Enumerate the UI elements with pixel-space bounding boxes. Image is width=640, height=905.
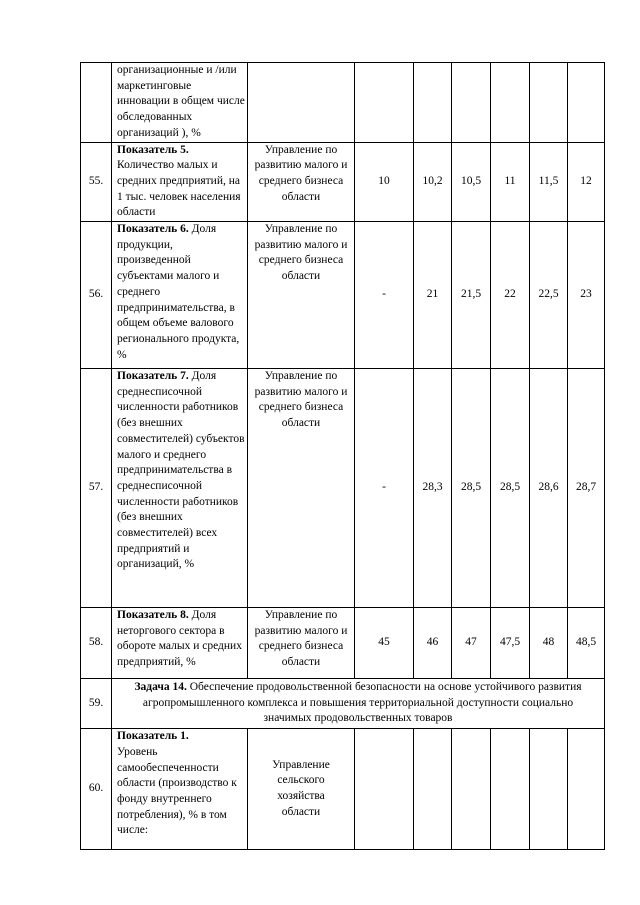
indicator-cell bbox=[112, 608, 248, 679]
value-cell: 45 bbox=[355, 608, 414, 679]
value-cell: 22,5 bbox=[530, 222, 568, 369]
table-row bbox=[81, 369, 605, 608]
row-number: 56. bbox=[81, 222, 112, 369]
value-cell: 12 bbox=[568, 142, 605, 222]
responsible-cell bbox=[248, 729, 355, 850]
indicator-desc: Уровень самообеспеченности области (производство к фонду внутреннего потребления), % в том числе: bbox=[117, 745, 237, 837]
responsible-cell: Управление по развитию малого и среднего бизнеса области bbox=[248, 608, 355, 679]
indicator-cell bbox=[112, 63, 248, 143]
row-number bbox=[81, 63, 112, 143]
value-cell bbox=[414, 63, 452, 143]
indicator-desc: организационные и /или маркетинговые инновации в общем числе обследованных организаций ), % bbox=[117, 64, 245, 139]
value-cell: 28,6 bbox=[530, 369, 568, 608]
row-number: 60. bbox=[81, 729, 112, 850]
value-cell: 28,3 bbox=[414, 369, 452, 608]
value-cell: 28,5 bbox=[491, 369, 530, 608]
responsible-text: Управление сельского хозяйства области bbox=[272, 758, 330, 818]
responsible-cell bbox=[248, 63, 355, 143]
indicator-desc: Доля среднесписочной численности работников (без внешних совместителей) субъектов малого и среднего предпринимательства в среднесписочной численности работников (без внешних совместителей) всех предприятий и организаций, % bbox=[117, 370, 245, 571]
value-cell: 10,5 bbox=[452, 142, 491, 222]
value-cell: 11,5 bbox=[530, 142, 568, 222]
indicators-table bbox=[80, 62, 605, 850]
value-cell: 47 bbox=[452, 608, 491, 679]
value-cell: 28,7 bbox=[568, 369, 605, 608]
task-text: Обеспечение продовольственной безопасности на основе устойчивого развития агропромышленного комплекса и повышения территориальной доступности социально значимых продовольственных товаров bbox=[142, 681, 582, 725]
value-cell: 21 bbox=[414, 222, 452, 369]
value-cell: 10 bbox=[355, 142, 414, 222]
value-cell: 48 bbox=[530, 608, 568, 679]
indicator-cell bbox=[112, 142, 248, 222]
value-cell: 48,5 bbox=[568, 608, 605, 679]
indicator-cell bbox=[112, 729, 248, 850]
row-number: 58. bbox=[81, 608, 112, 679]
value-cell bbox=[355, 729, 414, 850]
value-cell bbox=[414, 729, 452, 850]
value-cell: 47,5 bbox=[491, 608, 530, 679]
table-row bbox=[81, 63, 605, 143]
value-cell: 22 bbox=[491, 222, 530, 369]
responsible-cell: Управление по развитию малого и среднего бизнеса области bbox=[248, 222, 355, 369]
indicator-title: Показатель 1. bbox=[117, 730, 189, 743]
task-row bbox=[81, 679, 605, 729]
indicator-desc: Доля неторгового сектора в обороте малых и средних предприятий, % bbox=[117, 609, 242, 669]
indicator-desc: Количество малых и средних предприятий, на 1 тыс. человек населения области bbox=[117, 159, 241, 219]
indicator-title: Показатель 7. bbox=[117, 370, 189, 383]
row-number: 55. bbox=[81, 142, 112, 222]
task-title: Задача 14. bbox=[134, 681, 187, 694]
value-cell bbox=[491, 729, 530, 850]
value-cell: 10,2 bbox=[414, 142, 452, 222]
value-cell: 46 bbox=[414, 608, 452, 679]
value-cell bbox=[355, 63, 414, 143]
value-cell bbox=[568, 729, 605, 850]
indicator-title: Показатель 8. bbox=[117, 609, 189, 622]
value-cell bbox=[452, 729, 491, 850]
value-cell bbox=[452, 63, 491, 143]
table-row bbox=[81, 729, 605, 850]
responsible-cell: Управление по развитию малого и среднего бизнеса области bbox=[248, 142, 355, 222]
indicator-title: Показатель 6. bbox=[117, 223, 189, 236]
value-cell: 11 bbox=[491, 142, 530, 222]
row-number: 59. bbox=[81, 679, 112, 729]
indicator-cell bbox=[112, 222, 248, 369]
task-cell bbox=[112, 679, 605, 729]
value-cell bbox=[530, 729, 568, 850]
table-row bbox=[81, 608, 605, 679]
value-cell: 23 bbox=[568, 222, 605, 369]
value-cell bbox=[530, 63, 568, 143]
table-row bbox=[81, 222, 605, 369]
table-row bbox=[81, 142, 605, 222]
value-cell: 28,5 bbox=[452, 369, 491, 608]
value-cell bbox=[568, 63, 605, 143]
indicator-title: Показатель 5. bbox=[117, 143, 189, 156]
responsible-cell: Управление по развитию малого и среднего бизнеса области bbox=[248, 369, 355, 608]
indicator-cell bbox=[112, 369, 248, 608]
row-number: 57. bbox=[81, 369, 112, 608]
value-cell bbox=[491, 63, 530, 143]
indicator-desc: Доля продукции, произведенной субъектами малого и среднего предпринимательства, в общем объеме валового регионального продукта, % bbox=[117, 223, 240, 361]
value-cell: 21,5 bbox=[452, 222, 491, 369]
value-cell: - bbox=[355, 222, 414, 369]
value-cell: - bbox=[355, 369, 414, 608]
